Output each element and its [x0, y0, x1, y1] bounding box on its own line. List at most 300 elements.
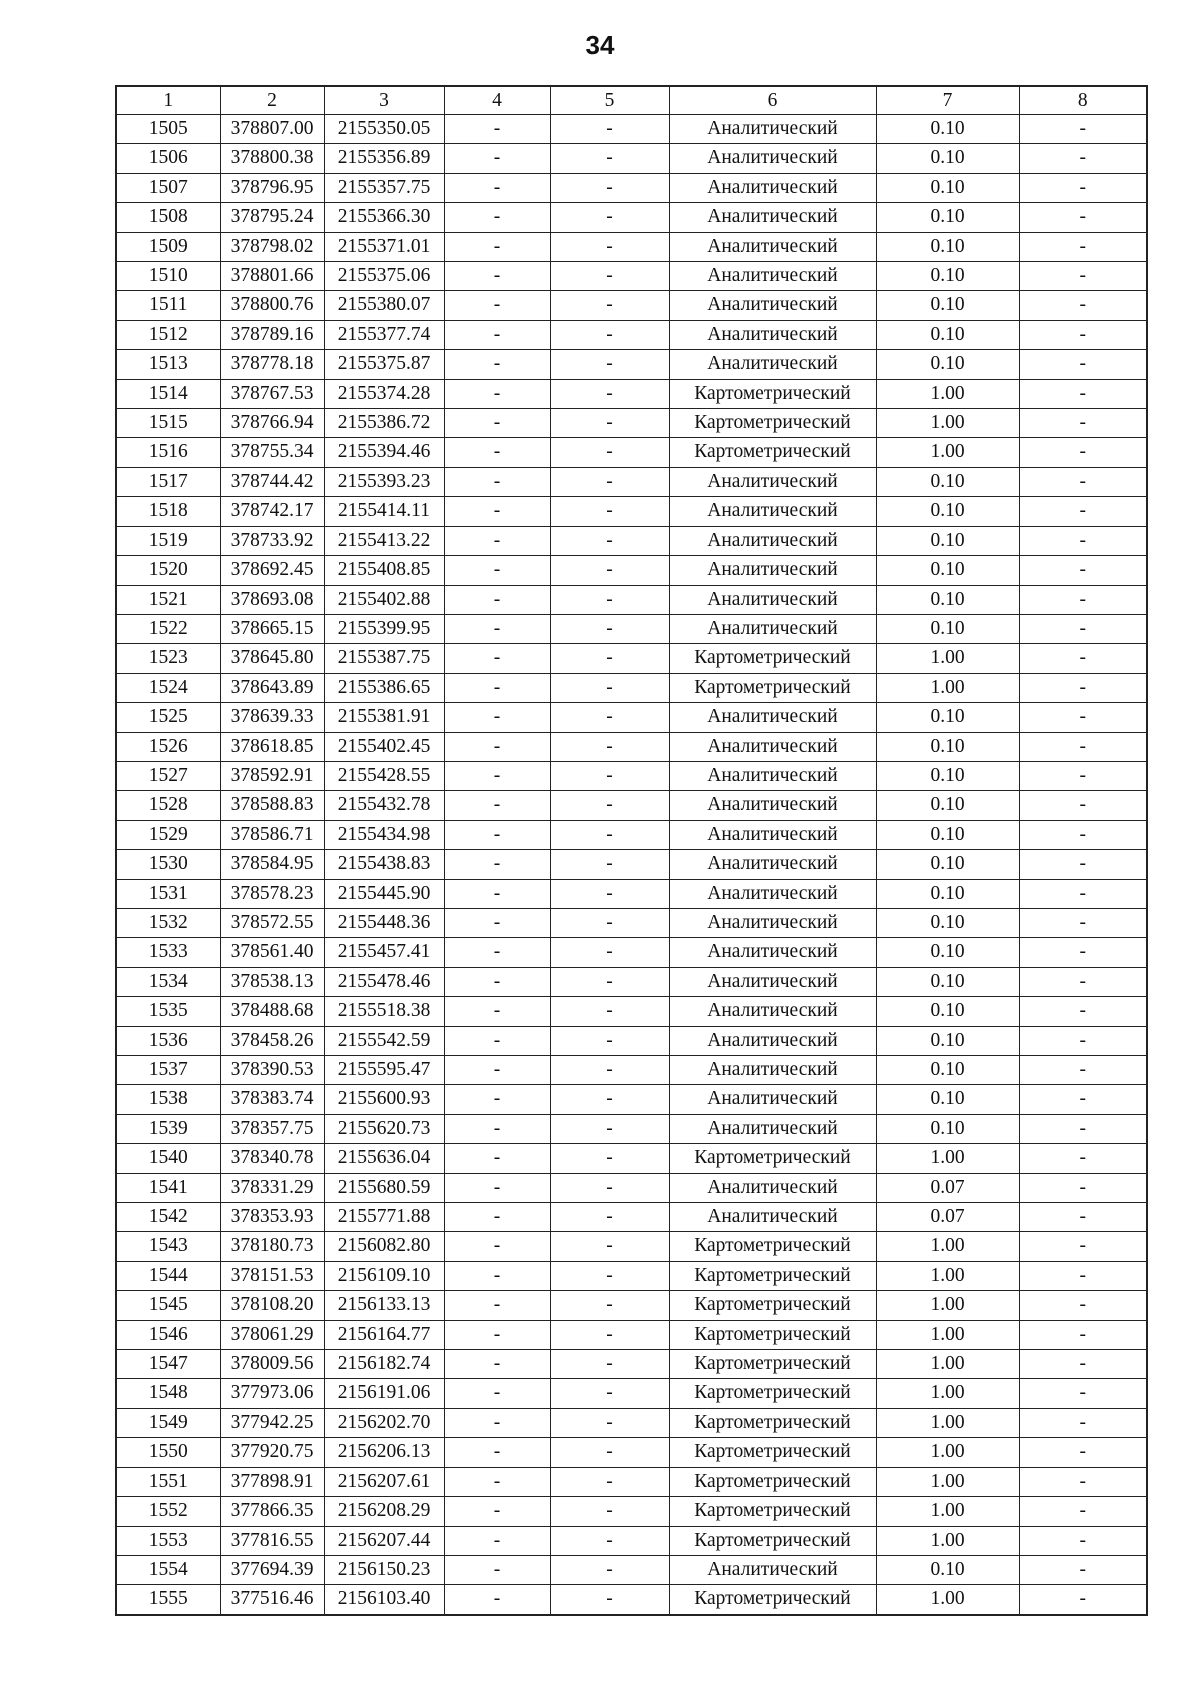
table-cell-col-3: 2156206.13: [324, 1438, 444, 1467]
table-cell-col-2: 377942.25: [220, 1408, 324, 1437]
table-cell-col-2: 378357.75: [220, 1114, 324, 1143]
table-cell-col-5: -: [550, 1026, 669, 1055]
table-cell-col-6: Аналитический: [669, 820, 876, 849]
table-cell-col-1: 1543: [116, 1232, 220, 1261]
table-cell-col-4: -: [444, 379, 550, 408]
table-cell-col-6: Картометрический: [669, 1408, 876, 1437]
column-header-5: 5: [550, 86, 669, 115]
table-cell-col-4: -: [444, 350, 550, 379]
table-row: [116, 232, 1147, 261]
table-row: [116, 115, 1147, 144]
table-cell-col-2: 378578.23: [220, 879, 324, 908]
table-cell-col-8: -: [1019, 1203, 1147, 1232]
table-cell-col-8: -: [1019, 1467, 1147, 1496]
table-cell-col-4: -: [444, 1467, 550, 1496]
table-cell-col-5: -: [550, 144, 669, 173]
table-cell-col-4: -: [444, 1555, 550, 1584]
table-cell-col-3: 2155402.88: [324, 585, 444, 614]
table-cell-col-3: 2155386.72: [324, 409, 444, 438]
table-cell-col-6: Картометрический: [669, 1497, 876, 1526]
table-cell-col-4: -: [444, 1056, 550, 1085]
table-cell-col-4: -: [444, 1497, 550, 1526]
table-cell-col-5: -: [550, 262, 669, 291]
table-cell-col-4: -: [444, 232, 550, 261]
table-cell-col-2: 378151.53: [220, 1261, 324, 1290]
table-cell-col-8: -: [1019, 379, 1147, 408]
table-cell-col-4: -: [444, 820, 550, 849]
table-cell-col-5: -: [550, 1467, 669, 1496]
table-cell-col-3: 2155413.22: [324, 526, 444, 555]
table-cell-col-7: 0.10: [876, 585, 1019, 614]
table-cell-col-2: 378561.40: [220, 938, 324, 967]
table-cell-col-8: -: [1019, 1320, 1147, 1349]
table-cell-col-4: -: [444, 791, 550, 820]
table-cell-col-8: -: [1019, 291, 1147, 320]
table-cell-col-6: Аналитический: [669, 115, 876, 144]
table-cell-col-4: -: [444, 761, 550, 790]
table-cell-col-2: 378383.74: [220, 1085, 324, 1114]
table-cell-col-6: Аналитический: [669, 1173, 876, 1202]
table-cell-col-3: 2155445.90: [324, 879, 444, 908]
table-cell-col-7: 0.10: [876, 997, 1019, 1026]
table-cell-col-4: -: [444, 438, 550, 467]
table-cell-col-5: -: [550, 1320, 669, 1349]
table-cell-col-8: -: [1019, 467, 1147, 496]
coordinates-table: [115, 85, 1148, 1616]
table-cell-col-2: 378796.95: [220, 173, 324, 202]
table-cell-col-8: -: [1019, 1144, 1147, 1173]
table-cell-col-8: -: [1019, 1056, 1147, 1085]
table-cell-col-3: 2156207.44: [324, 1526, 444, 1555]
table-cell-col-7: 0.10: [876, 908, 1019, 937]
table-cell-col-7: 1.00: [876, 1467, 1019, 1496]
table-cell-col-8: -: [1019, 1379, 1147, 1408]
table-cell-col-6: Аналитический: [669, 497, 876, 526]
table-cell-col-1: 1534: [116, 967, 220, 996]
table-cell-col-5: -: [550, 1350, 669, 1379]
table-cell-col-2: 378586.71: [220, 820, 324, 849]
table-row: [116, 379, 1147, 408]
table-cell-col-5: -: [550, 703, 669, 732]
table-cell-col-3: 2156082.80: [324, 1232, 444, 1261]
table-cell-col-2: 378353.93: [220, 1203, 324, 1232]
table-cell-col-6: Аналитический: [669, 173, 876, 202]
table-cell-col-8: -: [1019, 350, 1147, 379]
table-cell-col-5: -: [550, 585, 669, 614]
table-cell-col-1: 1520: [116, 556, 220, 585]
table-cell-col-7: 0.10: [876, 791, 1019, 820]
table-cell-col-1: 1526: [116, 732, 220, 761]
column-header-7: 7: [876, 86, 1019, 115]
table-row: [116, 1408, 1147, 1437]
table-row: [116, 732, 1147, 761]
table-row: [116, 467, 1147, 496]
table-cell-col-6: Картометрический: [669, 1291, 876, 1320]
table-cell-col-5: -: [550, 967, 669, 996]
table-cell-col-1: 1545: [116, 1291, 220, 1320]
table-cell-col-8: -: [1019, 703, 1147, 732]
table-cell-col-7: 0.07: [876, 1203, 1019, 1232]
table-cell-col-7: 0.10: [876, 1555, 1019, 1584]
table-cell-col-3: 2156202.70: [324, 1408, 444, 1437]
table-cell-col-8: -: [1019, 614, 1147, 643]
table-cell-col-7: 1.00: [876, 1320, 1019, 1349]
table-cell-col-2: 378588.83: [220, 791, 324, 820]
table-cell-col-4: -: [444, 173, 550, 202]
table-cell-col-7: 0.10: [876, 350, 1019, 379]
table-cell-col-2: 378572.55: [220, 908, 324, 937]
table-cell-col-8: -: [1019, 1526, 1147, 1555]
table-cell-col-6: Аналитический: [669, 556, 876, 585]
table-cell-col-4: -: [444, 1085, 550, 1114]
table-cell-col-2: 378800.76: [220, 291, 324, 320]
table-cell-col-4: -: [444, 732, 550, 761]
table-cell-col-3: 2155438.83: [324, 850, 444, 879]
table-cell-col-6: Картометрический: [669, 1261, 876, 1290]
table-cell-col-1: 1542: [116, 1203, 220, 1232]
table-cell-col-3: 2155542.59: [324, 1026, 444, 1055]
table-cell-col-8: -: [1019, 938, 1147, 967]
table-cell-col-4: -: [444, 967, 550, 996]
table-cell-col-5: -: [550, 732, 669, 761]
table-cell-col-1: 1536: [116, 1026, 220, 1055]
table-cell-col-8: -: [1019, 262, 1147, 291]
table-cell-col-3: 2155771.88: [324, 1203, 444, 1232]
table-cell-col-1: 1550: [116, 1438, 220, 1467]
table-cell-col-2: 378733.92: [220, 526, 324, 555]
table-cell-col-6: Картометрический: [669, 409, 876, 438]
table-cell-col-7: 0.10: [876, 703, 1019, 732]
table-row: [116, 1026, 1147, 1055]
table-cell-col-3: 2155432.78: [324, 791, 444, 820]
table-cell-col-3: 2155377.74: [324, 320, 444, 349]
table-cell-col-3: 2155371.01: [324, 232, 444, 261]
table-cell-col-4: -: [444, 1585, 550, 1615]
table-cell-col-8: -: [1019, 144, 1147, 173]
table-cell-col-7: 1.00: [876, 673, 1019, 702]
table-cell-col-2: 378789.16: [220, 320, 324, 349]
table-cell-col-8: -: [1019, 732, 1147, 761]
table-row: [116, 644, 1147, 673]
table-cell-col-7: 1.00: [876, 1261, 1019, 1290]
table-cell-col-3: 2155375.87: [324, 350, 444, 379]
table-cell-col-5: -: [550, 997, 669, 1026]
table-cell-col-6: Аналитический: [669, 1026, 876, 1055]
table-cell-col-4: -: [444, 614, 550, 643]
table-cell-col-7: 1.00: [876, 1144, 1019, 1173]
table-cell-col-8: -: [1019, 1232, 1147, 1261]
table-cell-col-5: -: [550, 1085, 669, 1114]
table-cell-col-4: -: [444, 115, 550, 144]
table-cell-col-8: -: [1019, 1261, 1147, 1290]
table-cell-col-2: 378331.29: [220, 1173, 324, 1202]
table-cell-col-1: 1525: [116, 703, 220, 732]
table-cell-col-8: -: [1019, 1114, 1147, 1143]
table-cell-col-7: 0.10: [876, 203, 1019, 232]
table-row: [116, 1291, 1147, 1320]
table-cell-col-5: -: [550, 173, 669, 202]
table-cell-col-5: -: [550, 556, 669, 585]
table-cell-col-2: 378801.66: [220, 262, 324, 291]
table-cell-col-1: 1533: [116, 938, 220, 967]
table-cell-col-8: -: [1019, 526, 1147, 555]
table-cell-col-8: -: [1019, 761, 1147, 790]
table-cell-col-2: 377920.75: [220, 1438, 324, 1467]
table-row: [116, 1320, 1147, 1349]
table-row: [116, 1114, 1147, 1143]
table-cell-col-5: -: [550, 291, 669, 320]
table-cell-col-1: 1555: [116, 1585, 220, 1615]
table-cell-col-2: 378665.15: [220, 614, 324, 643]
table-cell-col-6: Аналитический: [669, 585, 876, 614]
table-cell-col-2: 377898.91: [220, 1467, 324, 1496]
table-cell-col-3: 2155448.36: [324, 908, 444, 937]
table-cell-col-4: -: [444, 1379, 550, 1408]
table-cell-col-3: 2155381.91: [324, 703, 444, 732]
table-cell-col-6: Картометрический: [669, 1585, 876, 1615]
page-number: 34: [585, 30, 615, 60]
table-cell-col-4: -: [444, 1173, 550, 1202]
table-row: [116, 1144, 1147, 1173]
table-cell-col-3: 2155374.28: [324, 379, 444, 408]
table-cell-col-4: -: [444, 1408, 550, 1437]
table-cell-col-4: -: [444, 526, 550, 555]
table-cell-col-7: 0.10: [876, 1114, 1019, 1143]
table-cell-col-7: 1.00: [876, 1350, 1019, 1379]
table-row: [116, 1467, 1147, 1496]
table-cell-col-6: Картометрический: [669, 1350, 876, 1379]
table-cell-col-4: -: [444, 1026, 550, 1055]
table-cell-col-3: 2155380.07: [324, 291, 444, 320]
table-cell-col-6: Аналитический: [669, 908, 876, 937]
table-row: [116, 820, 1147, 849]
table-cell-col-2: 378693.08: [220, 585, 324, 614]
table-cell-col-2: 378584.95: [220, 850, 324, 879]
table-cell-col-1: 1549: [116, 1408, 220, 1437]
table-cell-col-5: -: [550, 1261, 669, 1290]
table-cell-col-6: Аналитический: [669, 997, 876, 1026]
table-row: [116, 761, 1147, 790]
table-row: [116, 320, 1147, 349]
table-cell-col-1: 1513: [116, 350, 220, 379]
table-cell-col-1: 1528: [116, 791, 220, 820]
table-cell-col-6: Аналитический: [669, 1056, 876, 1085]
table-cell-col-6: Аналитический: [669, 791, 876, 820]
table-cell-col-1: 1515: [116, 409, 220, 438]
column-header-6: 6: [669, 86, 876, 115]
table-cell-col-6: Картометрический: [669, 644, 876, 673]
table-row: [116, 997, 1147, 1026]
table-cell-col-1: 1505: [116, 115, 220, 144]
table-cell-col-8: -: [1019, 1291, 1147, 1320]
column-header-3: 3: [324, 86, 444, 115]
table-cell-col-1: 1524: [116, 673, 220, 702]
table-cell-col-3: 2156191.06: [324, 1379, 444, 1408]
table-cell-col-2: 378488.68: [220, 997, 324, 1026]
table-cell-col-1: 1535: [116, 997, 220, 1026]
table-cell-col-1: 1511: [116, 291, 220, 320]
table-cell-col-4: -: [444, 1320, 550, 1349]
table-cell-col-3: 2155387.75: [324, 644, 444, 673]
table-cell-col-8: -: [1019, 203, 1147, 232]
table-row: [116, 1085, 1147, 1114]
table-cell-col-4: -: [444, 1261, 550, 1290]
table-cell-col-8: -: [1019, 1585, 1147, 1615]
table-row: [116, 1261, 1147, 1290]
table-cell-col-4: -: [444, 1232, 550, 1261]
table-cell-col-2: 378692.45: [220, 556, 324, 585]
table-cell-col-4: -: [444, 409, 550, 438]
table-row: [116, 350, 1147, 379]
table-cell-col-4: -: [444, 320, 550, 349]
table-row: [116, 1379, 1147, 1408]
table-cell-col-3: 2155428.55: [324, 761, 444, 790]
table-row: [116, 497, 1147, 526]
table-row: [116, 791, 1147, 820]
table-cell-col-3: 2156103.40: [324, 1585, 444, 1615]
table-cell-col-7: 0.10: [876, 938, 1019, 967]
table-row: [116, 967, 1147, 996]
table-cell-col-7: 0.10: [876, 879, 1019, 908]
table-cell-col-7: 0.10: [876, 526, 1019, 555]
table-cell-col-4: -: [444, 938, 550, 967]
table-cell-col-5: -: [550, 1144, 669, 1173]
table-cell-col-2: 378643.89: [220, 673, 324, 702]
table-cell-col-7: 0.10: [876, 761, 1019, 790]
table-cell-col-1: 1518: [116, 497, 220, 526]
table-cell-col-6: Аналитический: [669, 703, 876, 732]
table-row: [116, 585, 1147, 614]
table-cell-col-4: -: [444, 467, 550, 496]
table-cell-col-4: -: [444, 673, 550, 702]
table-cell-col-3: 2155680.59: [324, 1173, 444, 1202]
table-cell-col-6: Аналитический: [669, 1114, 876, 1143]
table-cell-col-1: 1527: [116, 761, 220, 790]
table-cell-col-3: 2156208.29: [324, 1497, 444, 1526]
table-cell-col-2: 378061.29: [220, 1320, 324, 1349]
table-cell-col-1: 1551: [116, 1467, 220, 1496]
table-cell-col-6: Аналитический: [669, 291, 876, 320]
table-cell-col-5: -: [550, 409, 669, 438]
table-cell-col-1: 1546: [116, 1320, 220, 1349]
table-cell-col-7: 0.10: [876, 850, 1019, 879]
table-cell-col-1: 1509: [116, 232, 220, 261]
table-cell-col-8: -: [1019, 232, 1147, 261]
table-cell-col-6: Аналитический: [669, 262, 876, 291]
table-cell-col-5: -: [550, 438, 669, 467]
table-cell-col-2: 378458.26: [220, 1026, 324, 1055]
table-cell-col-8: -: [1019, 879, 1147, 908]
table-cell-col-7: 0.10: [876, 467, 1019, 496]
table-cell-col-5: -: [550, 644, 669, 673]
table-row: [116, 1056, 1147, 1085]
table-cell-col-5: -: [550, 614, 669, 643]
table-cell-col-1: 1507: [116, 173, 220, 202]
table-cell-col-6: Картометрический: [669, 1144, 876, 1173]
table-cell-col-7: 0.10: [876, 115, 1019, 144]
table-row: [116, 938, 1147, 967]
table-cell-col-8: -: [1019, 850, 1147, 879]
table-cell-col-7: 0.10: [876, 173, 1019, 202]
table-cell-col-6: Аналитический: [669, 1203, 876, 1232]
table-cell-col-3: 2155595.47: [324, 1056, 444, 1085]
table-cell-col-4: -: [444, 585, 550, 614]
table-cell-col-4: -: [444, 908, 550, 937]
table-cell-col-7: 0.10: [876, 556, 1019, 585]
table-cell-col-2: 378744.42: [220, 467, 324, 496]
table-cell-col-3: 2156164.77: [324, 1320, 444, 1349]
table-cell-col-5: -: [550, 1056, 669, 1085]
table-cell-col-8: -: [1019, 791, 1147, 820]
table-cell-col-7: 1.00: [876, 409, 1019, 438]
table-cell-col-3: 2155408.85: [324, 556, 444, 585]
table-cell-col-3: 2155518.38: [324, 997, 444, 1026]
table-row: [116, 556, 1147, 585]
table-cell-col-6: Картометрический: [669, 1526, 876, 1555]
table-cell-col-6: Аналитический: [669, 732, 876, 761]
table-cell-col-4: -: [444, 556, 550, 585]
table-cell-col-1: 1553: [116, 1526, 220, 1555]
table-cell-col-3: 2155620.73: [324, 1114, 444, 1143]
table-cell-col-5: -: [550, 673, 669, 702]
table-cell-col-5: -: [550, 1438, 669, 1467]
table-cell-col-5: -: [550, 820, 669, 849]
table-cell-col-7: 1.00: [876, 1408, 1019, 1437]
table-cell-col-5: -: [550, 1408, 669, 1437]
table-cell-col-2: 378807.00: [220, 115, 324, 144]
table-cell-col-2: 378778.18: [220, 350, 324, 379]
table-cell-col-2: 377694.39: [220, 1555, 324, 1584]
table-cell-col-6: Аналитический: [669, 350, 876, 379]
table-cell-col-6: Аналитический: [669, 526, 876, 555]
table-cell-col-3: 2156207.61: [324, 1467, 444, 1496]
table-cell-col-6: Аналитический: [669, 232, 876, 261]
table-cell-col-7: 1.00: [876, 379, 1019, 408]
column-header-8: 8: [1019, 86, 1147, 115]
table-cell-col-5: -: [550, 526, 669, 555]
table-cell-col-2: 378767.53: [220, 379, 324, 408]
table-cell-col-8: -: [1019, 409, 1147, 438]
table-cell-col-7: 0.10: [876, 732, 1019, 761]
table-row: [116, 1438, 1147, 1467]
table-cell-col-3: 2155402.45: [324, 732, 444, 761]
table-cell-col-5: -: [550, 350, 669, 379]
table-cell-col-6: Картометрический: [669, 1232, 876, 1261]
table-cell-col-3: 2156133.13: [324, 1291, 444, 1320]
table-cell-col-1: 1547: [116, 1350, 220, 1379]
table-row: [116, 1203, 1147, 1232]
table-cell-col-4: -: [444, 203, 550, 232]
table-cell-col-1: 1539: [116, 1114, 220, 1143]
table-cell-col-6: Аналитический: [669, 850, 876, 879]
table-cell-col-6: Картометрический: [669, 379, 876, 408]
table-cell-col-4: -: [444, 850, 550, 879]
table-cell-col-8: -: [1019, 644, 1147, 673]
table-cell-col-8: -: [1019, 1497, 1147, 1526]
table-cell-col-3: 2155457.41: [324, 938, 444, 967]
table-cell-col-8: -: [1019, 497, 1147, 526]
table-cell-col-7: 0.10: [876, 614, 1019, 643]
table-cell-col-7: 0.10: [876, 497, 1019, 526]
table-cell-col-8: -: [1019, 997, 1147, 1026]
table-cell-col-8: -: [1019, 173, 1147, 202]
table-cell-col-3: 2155375.06: [324, 262, 444, 291]
table-row: [116, 1232, 1147, 1261]
table-cell-col-2: 378340.78: [220, 1144, 324, 1173]
table-cell-col-7: 0.10: [876, 320, 1019, 349]
table-cell-col-2: 377516.46: [220, 1585, 324, 1615]
table-cell-col-1: 1514: [116, 379, 220, 408]
